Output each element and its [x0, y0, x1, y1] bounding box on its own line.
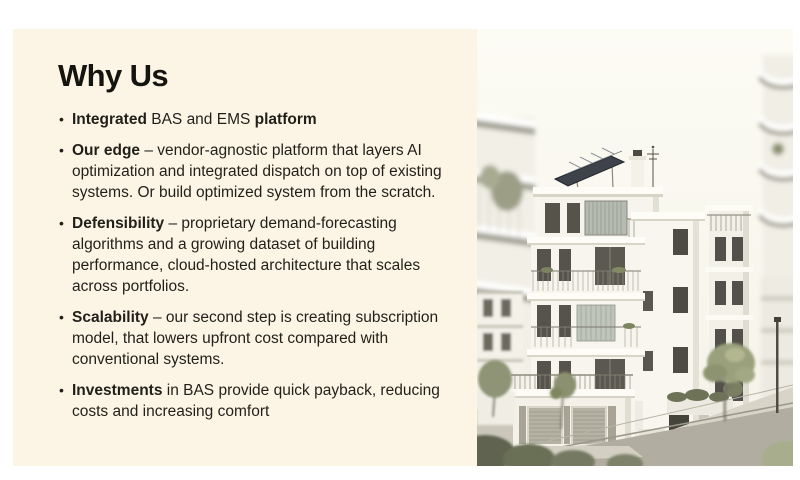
bullet-our-edge — [58, 140, 455, 203]
bullet-investments — [58, 380, 455, 422]
bullet-segment: – our second step is creating subscription model, that lowers upfront cost compared with conventional systems. — [72, 309, 439, 368]
bullet-defensibility — [58, 213, 455, 297]
bullet-segment: platform — [254, 111, 317, 128]
bullet-segment: Scalability — [72, 309, 149, 326]
text-panel — [13, 29, 477, 466]
garage-door — [571, 406, 607, 444]
page-title: Why Us — [58, 58, 169, 93]
bullet-segment: BAS and EMS — [146, 111, 255, 128]
slide — [13, 29, 793, 466]
building-illustration — [477, 29, 793, 466]
bullet-segment: – vendor-agnostic platform that layers AI optimization and integrated dispatch on top of existing systems. Or build optimized system from the scratch. — [72, 142, 442, 201]
building-scene — [477, 29, 793, 466]
bullet-segment: Investments — [72, 382, 163, 399]
bullet-list — [58, 109, 455, 422]
bullet-segment: – proprietary demand-forecasting algorithms and a growing dataset of building performance, cloud-hosted architecture that scales across portfolios. — [72, 215, 421, 295]
bullet-segment: Defensibility — [72, 215, 165, 232]
foreground-planter — [477, 360, 515, 425]
bullet-integrated-platform — [58, 109, 455, 130]
bullet-scalability — [58, 307, 455, 370]
bullet-segment: Our edge — [72, 142, 141, 159]
bullet-segment: in BAS provide quick payback, reducing costs and increasing comfort — [72, 382, 440, 420]
bullet-segment: Integrated — [72, 111, 147, 128]
